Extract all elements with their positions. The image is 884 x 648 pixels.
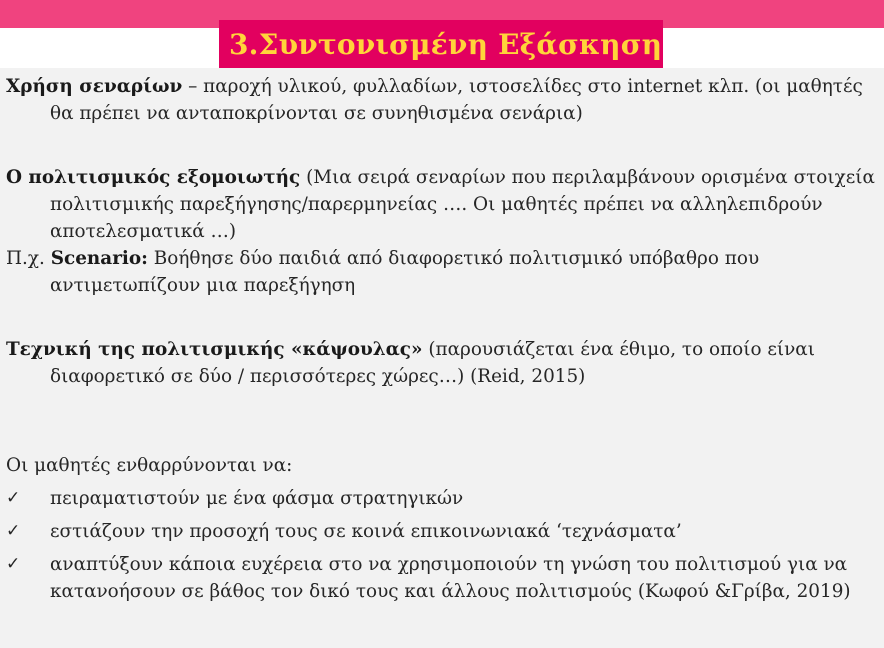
list-item	[6, 551, 878, 605]
paragraph-simulator-text: (Μια σειρά σεναρίων που περιλαμβάνουν ορισμένα στοιχεία πολιτισμικής παρεξήγησης/παρερμηνείας …. Οι μαθητές πρέπει να αλληλεπιδρούν αποτελεσματικά …)	[50, 167, 875, 242]
paragraph-simulator	[6, 164, 878, 245]
paragraph-capsule	[6, 336, 878, 390]
list-item-text: αναπτύξουν κάποια ευχέρεια στο να χρησιμοποιούν τη γνώση του πολιτισμού για να κατανοήσουν σε βάθος τον δικό τους και άλλους πολιτισμούς (Κωφού &Γρίβα, 2019)	[50, 554, 851, 602]
paragraph-capsule-text: (παρουσιάζεται ένα έθιμο, το οποίο είναι διαφορετικό σε δύο / περισσότερες χώρες…) (Reid, 2015)	[50, 339, 815, 387]
paragraph-example	[6, 245, 878, 299]
paragraph-intro: Οι μαθητές ενθαρρύνονται να:	[6, 455, 293, 476]
list-item	[6, 518, 878, 545]
paragraph-example-heading: Scenario:	[50, 248, 148, 269]
list-item	[6, 485, 878, 512]
paragraph-scenarios-text: – παροχή υλικού, φυλλαδίων, ιστοσελίδες στο internet κλπ. (οι μαθητές θα πρέπει να ανταποκρίνονται σε συνηθισμένα σενάρια)	[50, 76, 863, 124]
check-icon: ✓	[6, 488, 21, 508]
slide-title: 3.Συντονισμένη Εξάσκηση	[229, 27, 663, 61]
spacer	[6, 390, 878, 452]
spacer	[6, 127, 878, 164]
paragraph-scenarios-heading: Χρήση σεναρίων	[6, 76, 183, 97]
check-icon: ✓	[6, 554, 21, 574]
list-item-text: πειραματιστούν με ένα φάσμα στρατηγικών	[50, 488, 464, 509]
slide-body	[6, 73, 878, 605]
paragraph-scenarios	[6, 73, 878, 127]
slide-title-box	[219, 20, 663, 68]
paragraph-capsule-heading: Τεχνική της πολιτισμικής «κάψουλας»	[6, 339, 423, 360]
list-item-text: εστιάζουν την προσοχή τους σε κοινά επικοινωνιακά ‘τεχνάσματα’	[50, 521, 682, 542]
check-list	[6, 485, 878, 605]
paragraph-example-prefix: Π.χ.	[6, 248, 51, 269]
check-icon: ✓	[6, 521, 21, 541]
paragraph-simulator-heading: Ο πολιτισμικός εξομοιωτής	[6, 167, 301, 188]
spacer	[6, 299, 878, 336]
paragraph-example-text: Βοήθησε δύο παιδιά από διαφορετικό πολιτισμικό υπόβαθρο που αντιμετωπίζουν μια παρεξήγηση	[50, 248, 760, 296]
